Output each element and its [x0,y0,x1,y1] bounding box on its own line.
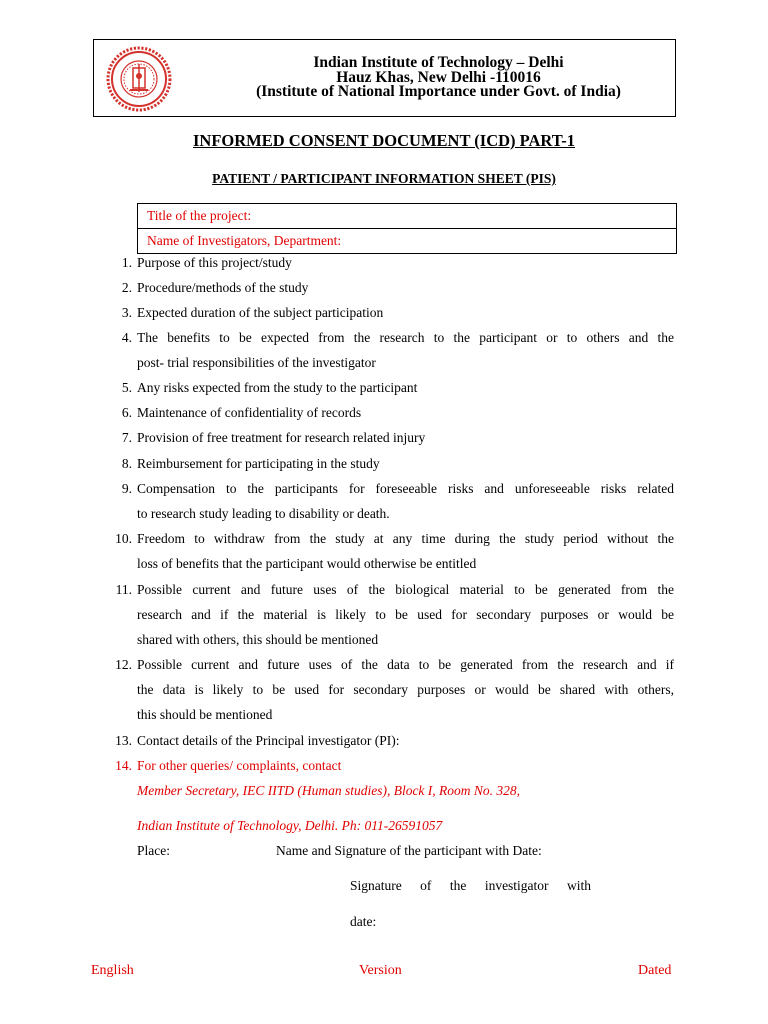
place-label: Place: [137,843,170,858]
project-title-field: Title of the project: [138,204,677,229]
investigators-field: Name of Investigators, Department: [138,229,677,254]
participant-signature-label: Name and Signature of the participant with Date: [276,843,542,858]
contact-phone: Indian Institute of Technology, Delhi. Ph: 011-26591057 [137,818,443,833]
contact-address: Member Secretary, IEC IITD (Human studies), Block I, Room No. 328, [137,783,521,798]
footer-version: Version [359,963,402,978]
document-subtitle: PATIENT / PARTICIPANT INFORMATION SHEET (PIS) [212,171,556,186]
document-title: INFORMED CONSENT DOCUMENT (ICD) PART-1 [193,131,575,150]
institute-name: Indian Institute of Technology – Delhi [313,54,564,71]
iit-delhi-logo-icon [106,46,172,112]
investigator-signature-label: Signature of the investigator with [350,878,591,893]
project-info-table [137,203,677,254]
institute-address: Hauz Khas, New Delhi -110016 [336,68,541,86]
investigator-date-label: date: [350,914,377,929]
footer-language: English [91,963,134,978]
institute-status: (Institute of National Importance under Govt. of India) [256,83,621,100]
institute-header [93,39,676,117]
footer-dated: Dated [638,963,672,978]
